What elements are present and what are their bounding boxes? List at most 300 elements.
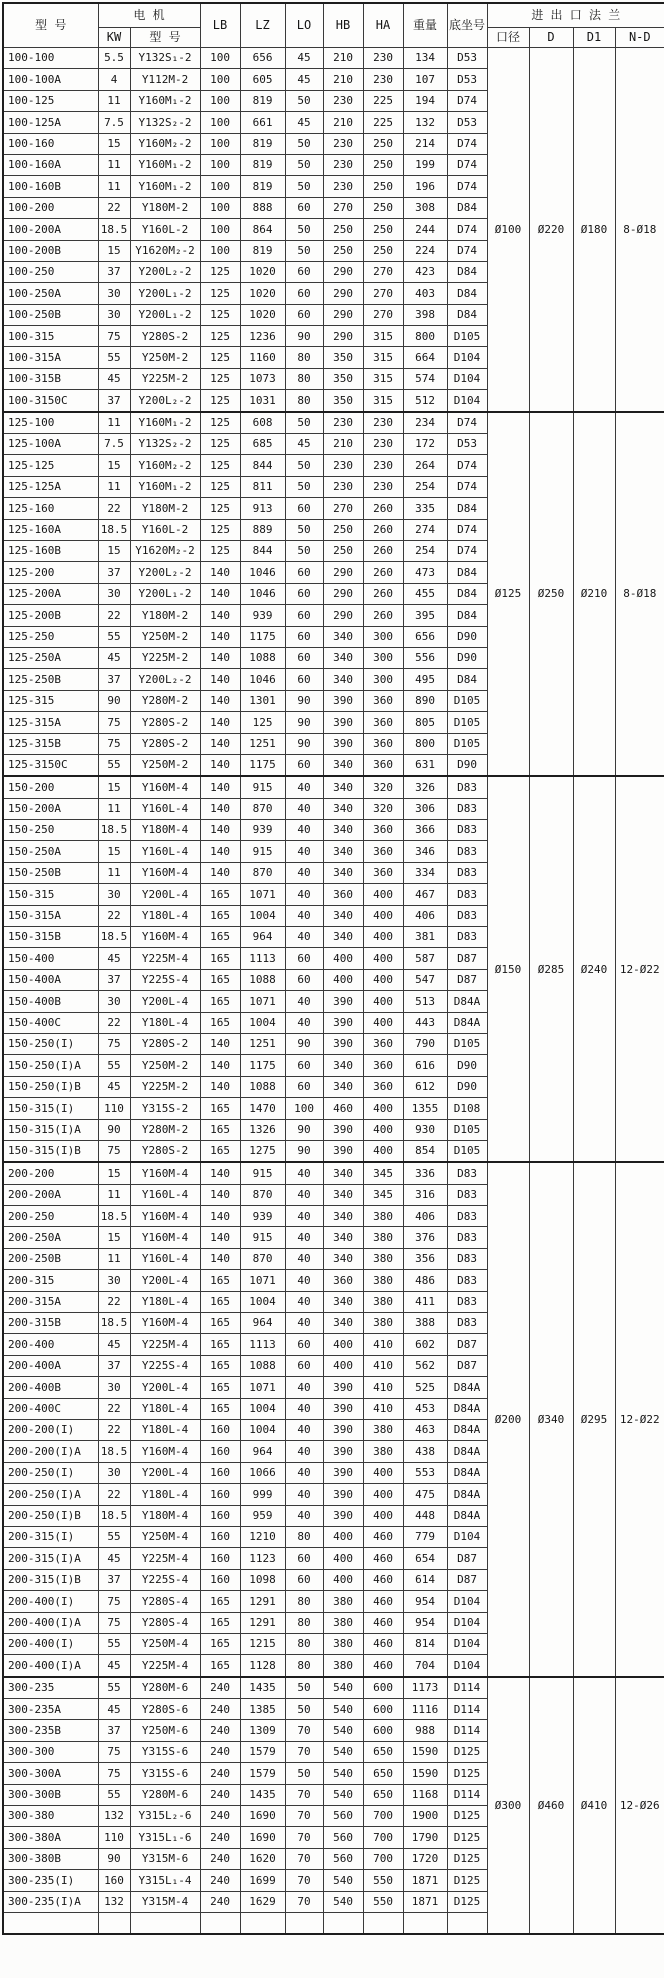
cell-lo: 40 (285, 798, 323, 819)
col-header-kw: KW (98, 28, 130, 48)
cell-lb: 165 (200, 1119, 240, 1140)
cell-lo: 60 (285, 669, 323, 690)
cell-lb: 240 (200, 1806, 240, 1827)
cell-kw: 75 (98, 1033, 130, 1054)
cell-lo: 80 (285, 1612, 323, 1633)
cell-lo: 50 (285, 1677, 323, 1699)
cell-model: 150-400C (3, 1012, 98, 1033)
cell-hb: 340 (323, 1248, 363, 1269)
cell-motor-model: Y280M-6 (130, 1784, 200, 1805)
cell-model: 125-160 (3, 498, 98, 519)
cell-base-no: D105 (447, 712, 487, 733)
cell-kw: 18.5 (98, 927, 130, 948)
cell-lb: 240 (200, 1763, 240, 1784)
cell-weight: 453 (403, 1398, 447, 1419)
cell-kw: 75 (98, 1763, 130, 1784)
cell-hb: 210 (323, 69, 363, 90)
cell-lb: 100 (200, 176, 240, 197)
cell-lz: 1435 (240, 1677, 285, 1699)
cell-base-no: D74 (447, 455, 487, 476)
cell-base-no: D104 (447, 390, 487, 412)
cell-motor-model: Y250M-4 (130, 1633, 200, 1654)
cell-lo: 50 (285, 540, 323, 561)
cell-model (3, 1912, 98, 1934)
cell-base-no: D83 (447, 776, 487, 798)
cell-lb: 140 (200, 1055, 240, 1076)
cell-model: 200-250(I)B (3, 1505, 98, 1526)
cell-lb: 165 (200, 1291, 240, 1312)
cell-model: 150-250A (3, 841, 98, 862)
cell-lz: 1470 (240, 1098, 285, 1119)
cell-lb: 165 (200, 905, 240, 926)
cell-base-no: D104 (447, 1591, 487, 1612)
cell-kw: 132 (98, 1806, 130, 1827)
cell-hb: 210 (323, 112, 363, 133)
cell-lo: 40 (285, 927, 323, 948)
cell-kw: 5.5 (98, 48, 130, 69)
cell-model: 150-400 (3, 948, 98, 969)
cell-model: 125-315A (3, 712, 98, 733)
cell-kw: 11 (98, 798, 130, 819)
col-header-lz: LZ (240, 3, 285, 48)
cell-kw: 45 (98, 1548, 130, 1569)
cell-hb: 460 (323, 1098, 363, 1119)
cell-ha: 460 (363, 1612, 403, 1633)
cell-ha: 360 (363, 841, 403, 862)
cell-base-no: D105 (447, 733, 487, 754)
cell-model: 100-160A (3, 154, 98, 175)
cell-hb: 360 (323, 884, 363, 905)
cell-base-no: D84 (447, 304, 487, 325)
cell-lz: 939 (240, 1206, 285, 1227)
cell-kw: 37 (98, 1720, 130, 1741)
cell-lo: 40 (285, 1398, 323, 1419)
cell-hb: 350 (323, 368, 363, 389)
cell-ha: 380 (363, 1248, 403, 1269)
cell-lb: 165 (200, 1334, 240, 1355)
cell-kw: 132 (98, 1891, 130, 1912)
cell-kw: 18.5 (98, 1313, 130, 1334)
cell-model: 100-125A (3, 112, 98, 133)
cell-lb: 140 (200, 1184, 240, 1205)
cell-hb: 290 (323, 304, 363, 325)
cell-base-no: D125 (447, 1891, 487, 1912)
cell-ha: 380 (363, 1420, 403, 1441)
cell-kw: 11 (98, 90, 130, 111)
cell-kw: 55 (98, 1055, 130, 1076)
cell-lb: 165 (200, 1012, 240, 1033)
cell-lo: 80 (285, 1655, 323, 1677)
cell-base-no: D74 (447, 90, 487, 111)
cell-lo: 50 (285, 133, 323, 154)
cell-model: 150-315 (3, 884, 98, 905)
cell-weight: 132 (403, 112, 447, 133)
table-row (3, 48, 664, 69)
cell-base-no: D84A (447, 1441, 487, 1462)
cell-model: 200-315 (3, 1270, 98, 1291)
cell-lz: 1004 (240, 905, 285, 926)
cell-motor-model: Y280S-2 (130, 326, 200, 347)
cell-lo: 40 (285, 862, 323, 883)
cell-motor-model: Y225S-4 (130, 1355, 200, 1376)
cell-model: 200-250(I) (3, 1462, 98, 1483)
cell-model: 300-380 (3, 1806, 98, 1827)
cell-model: 100-200A (3, 219, 98, 240)
cell-base-no: D84A (447, 1012, 487, 1033)
cell-base-no: D84 (447, 562, 487, 583)
cell-lo: 60 (285, 1569, 323, 1590)
cell-lz: 1291 (240, 1612, 285, 1633)
cell-flange-bore: Ø300 (487, 1677, 529, 1935)
cell-motor-model: Y160M-4 (130, 1206, 200, 1227)
cell-ha: 380 (363, 1441, 403, 1462)
cell-lb: 240 (200, 1891, 240, 1912)
cell-motor-model: Y180L-4 (130, 1012, 200, 1033)
cell-base-no: D105 (447, 326, 487, 347)
cell-ha: 360 (363, 754, 403, 776)
cell-lz: 1004 (240, 1012, 285, 1033)
cell-ha: 225 (363, 112, 403, 133)
cell-lz: 915 (240, 776, 285, 798)
cell-hb: 340 (323, 669, 363, 690)
cell-motor-model: Y180M-2 (130, 197, 200, 218)
cell-ha: 250 (363, 133, 403, 154)
cell-ha: 300 (363, 626, 403, 647)
cell-kw: 55 (98, 1677, 130, 1699)
cell-hb: 390 (323, 991, 363, 1012)
cell-base-no: D84A (447, 991, 487, 1012)
cell-lb: 140 (200, 1076, 240, 1097)
cell-motor-model: Y280S-2 (130, 1140, 200, 1162)
cell-hb: 390 (323, 1505, 363, 1526)
cell-weight: 264 (403, 455, 447, 476)
cell-hb: 230 (323, 133, 363, 154)
cell-lb: 100 (200, 197, 240, 218)
cell-hb: 340 (323, 754, 363, 776)
cell-hb: 230 (323, 455, 363, 476)
cell-model: 100-250B (3, 304, 98, 325)
cell-hb: 340 (323, 798, 363, 819)
cell-lz: 1113 (240, 1334, 285, 1355)
cell-lb: 125 (200, 434, 240, 455)
cell-weight: 308 (403, 197, 447, 218)
cell-lz: 661 (240, 112, 285, 133)
cell-flange-nd: 12-Ø22 (615, 1162, 664, 1676)
cell-lo: 90 (285, 733, 323, 754)
cell-ha: 270 (363, 261, 403, 282)
cell-flange-d: Ø340 (529, 1162, 573, 1676)
cell-base-no: D108 (447, 1098, 487, 1119)
cell-hb: 340 (323, 626, 363, 647)
cell-motor-model: Y132S₂-2 (130, 434, 200, 455)
cell-motor-model: Y315L₁-4 (130, 1870, 200, 1891)
cell-lb: 140 (200, 669, 240, 690)
cell-model: 125-315B (3, 733, 98, 754)
cell-weight: 612 (403, 1076, 447, 1097)
cell-kw: 75 (98, 1741, 130, 1762)
cell-motor-model: Y160M₂-2 (130, 133, 200, 154)
cell-ha: 410 (363, 1398, 403, 1419)
cell-lz: 913 (240, 498, 285, 519)
cell-base-no: D84A (447, 1420, 487, 1441)
cell-lb: 240 (200, 1870, 240, 1891)
cell-model: 100-200B (3, 240, 98, 261)
cell-model: 125-160B (3, 540, 98, 561)
cell-model: 300-235B (3, 1720, 98, 1741)
col-header-ha: HA (363, 3, 403, 48)
cell-kw: 15 (98, 1162, 130, 1184)
cell-base-no: D74 (447, 176, 487, 197)
cell-lz: 1088 (240, 969, 285, 990)
cell-weight: 1116 (403, 1699, 447, 1720)
cell-weight: 406 (403, 905, 447, 926)
cell-lz: 1088 (240, 1355, 285, 1376)
cell-weight: 930 (403, 1119, 447, 1140)
cell-base-no: D105 (447, 1119, 487, 1140)
cell-motor-model: Y315S-6 (130, 1763, 200, 1784)
cell-lo: 60 (285, 1076, 323, 1097)
cell-lo: 40 (285, 1270, 323, 1291)
cell-lz: 1004 (240, 1420, 285, 1441)
cell-lo: 60 (285, 626, 323, 647)
cell-flange-d: Ø220 (529, 48, 573, 412)
cell-lb: 140 (200, 626, 240, 647)
cell-weight: 954 (403, 1612, 447, 1633)
cell-lo: 60 (285, 754, 323, 776)
col-header-base-no: 底坐号 (447, 3, 487, 48)
cell-lz: 1073 (240, 368, 285, 389)
cell-lz: 125 (240, 712, 285, 733)
cell-weight: 356 (403, 1248, 447, 1269)
cell-weight: 486 (403, 1270, 447, 1291)
cell-lo: 90 (285, 690, 323, 711)
cell-kw: 30 (98, 304, 130, 325)
cell-lo: 50 (285, 1699, 323, 1720)
cell-ha: 400 (363, 1505, 403, 1526)
cell-lz: 870 (240, 862, 285, 883)
cell-lo: 40 (285, 1012, 323, 1033)
cell-motor-model: Y180L-4 (130, 1484, 200, 1505)
cell-kw: 75 (98, 1612, 130, 1633)
cell-lz: 870 (240, 798, 285, 819)
cell-weight: 1168 (403, 1784, 447, 1805)
cell-hb: 390 (323, 1398, 363, 1419)
cell-ha: 400 (363, 1462, 403, 1483)
cell-base-no: D74 (447, 219, 487, 240)
cell-hb: 540 (323, 1741, 363, 1762)
cell-model: 150-315(I)A (3, 1119, 98, 1140)
cell-lo: 60 (285, 1548, 323, 1569)
cell-lb: 140 (200, 1206, 240, 1227)
cell-model: 150-200A (3, 798, 98, 819)
cell-ha: 230 (363, 412, 403, 434)
cell-base-no: D53 (447, 69, 487, 90)
cell-base-no: D104 (447, 347, 487, 368)
cell-lz: 1160 (240, 347, 285, 368)
cell-motor-model: Y225M-4 (130, 1548, 200, 1569)
cell-model: 150-250B (3, 862, 98, 883)
cell-lb: 160 (200, 1548, 240, 1569)
cell-ha: 400 (363, 1119, 403, 1140)
cell-ha: 260 (363, 583, 403, 604)
cell-lo: 40 (285, 820, 323, 841)
cell-motor-model: Y160M₁-2 (130, 412, 200, 434)
cell-motor-model: Y160M₂-2 (130, 455, 200, 476)
cell-ha: 315 (363, 368, 403, 389)
cell-kw: 18.5 (98, 519, 130, 540)
table-row (3, 412, 664, 434)
table-header (3, 3, 664, 48)
cell-ha: 250 (363, 219, 403, 240)
cell-lb (200, 1912, 240, 1934)
cell-weight: 704 (403, 1655, 447, 1677)
cell-model: 300-380A (3, 1827, 98, 1848)
cell-base-no: D125 (447, 1827, 487, 1848)
cell-lb: 125 (200, 455, 240, 476)
cell-ha: 250 (363, 197, 403, 218)
cell-kw: 45 (98, 647, 130, 668)
cell-lz: 819 (240, 90, 285, 111)
cell-hb: 340 (323, 1184, 363, 1205)
cell-weight: 467 (403, 884, 447, 905)
cell-motor-model: Y160M-4 (130, 862, 200, 883)
cell-lo: 60 (285, 304, 323, 325)
cell-flange-nd: 8-Ø18 (615, 48, 664, 412)
cell-motor-model: Y250M-2 (130, 1055, 200, 1076)
cell-ha: 460 (363, 1591, 403, 1612)
cell-lb: 100 (200, 112, 240, 133)
cell-base-no: D125 (447, 1870, 487, 1891)
cell-lo: 50 (285, 154, 323, 175)
cell-lo: 90 (285, 712, 323, 733)
cell-base-no: D125 (447, 1806, 487, 1827)
cell-lo: 70 (285, 1806, 323, 1827)
cell-lb: 165 (200, 1377, 240, 1398)
cell-lo: 45 (285, 112, 323, 133)
cell-lo: 60 (285, 969, 323, 990)
cell-lz: 819 (240, 176, 285, 197)
cell-hb: 340 (323, 1162, 363, 1184)
cell-kw: 90 (98, 1848, 130, 1869)
cell-kw: 18.5 (98, 820, 130, 841)
cell-model: 300-235A (3, 1699, 98, 1720)
cell-lz: 889 (240, 519, 285, 540)
cell-weight: 411 (403, 1291, 447, 1312)
cell-motor-model: Y160M₁-2 (130, 476, 200, 497)
cell-flange-d1: Ø210 (573, 412, 615, 777)
cell-ha (363, 1912, 403, 1934)
col-header-flange-group: 进 出 口 法 兰 (487, 3, 664, 28)
cell-kw: 7.5 (98, 112, 130, 133)
cell-kw: 30 (98, 283, 130, 304)
cell-kw: 160 (98, 1870, 130, 1891)
cell-lb: 125 (200, 498, 240, 519)
cell-lz: 1020 (240, 304, 285, 325)
cell-weight: 463 (403, 1420, 447, 1441)
cell-model: 200-250 (3, 1206, 98, 1227)
cell-ha: 700 (363, 1806, 403, 1827)
cell-base-no: D53 (447, 112, 487, 133)
cell-base-no: D104 (447, 1633, 487, 1654)
cell-lb: 125 (200, 261, 240, 282)
cell-weight: 1790 (403, 1827, 447, 1848)
cell-base-no: D53 (447, 48, 487, 69)
cell-kw: 30 (98, 1462, 130, 1483)
cell-hb: 390 (323, 1119, 363, 1140)
cell-lo: 60 (285, 948, 323, 969)
cell-lo: 70 (285, 1741, 323, 1762)
cell-kw: 11 (98, 154, 130, 175)
cell-lb: 140 (200, 605, 240, 626)
cell-lz: 870 (240, 1248, 285, 1269)
cell-kw: 37 (98, 969, 130, 990)
cell-model: 200-400(I)A (3, 1655, 98, 1677)
cell-kw: 18.5 (98, 1206, 130, 1227)
cell-model: 200-250(I)A (3, 1484, 98, 1505)
cell-base-no: D104 (447, 1526, 487, 1547)
cell-motor-model: Y200L₂-2 (130, 261, 200, 282)
cell-kw: 15 (98, 240, 130, 261)
cell-base-no: D104 (447, 368, 487, 389)
cell-lo (285, 1912, 323, 1934)
cell-lo: 60 (285, 197, 323, 218)
cell-lo: 70 (285, 1784, 323, 1805)
cell-lz: 915 (240, 1227, 285, 1248)
col-header-lb: LB (200, 3, 240, 48)
cell-motor-model: Y160M-4 (130, 927, 200, 948)
col-header-hb: HB (323, 3, 363, 48)
cell-base-no: D125 (447, 1763, 487, 1784)
cell-ha: 360 (363, 1055, 403, 1076)
cell-ha: 360 (363, 733, 403, 754)
cell-ha: 360 (363, 820, 403, 841)
cell-hb: 340 (323, 1291, 363, 1312)
cell-weight: 475 (403, 1484, 447, 1505)
cell-lo: 50 (285, 90, 323, 111)
cell-hb: 340 (323, 1055, 363, 1076)
cell-ha: 260 (363, 519, 403, 540)
cell-lb: 140 (200, 562, 240, 583)
cell-hb: 230 (323, 90, 363, 111)
cell-weight: 512 (403, 390, 447, 412)
table-row (3, 1162, 664, 1184)
cell-weight: 214 (403, 133, 447, 154)
cell-ha: 600 (363, 1720, 403, 1741)
cell-base-no: D90 (447, 626, 487, 647)
cell-kw: 45 (98, 368, 130, 389)
cell-lo: 60 (285, 562, 323, 583)
cell-base-no: D83 (447, 1291, 487, 1312)
cell-lb: 160 (200, 1505, 240, 1526)
cell-motor-model: Y250M-2 (130, 347, 200, 368)
cell-motor-model: Y280S-4 (130, 1612, 200, 1633)
cell-model: 100-250 (3, 261, 98, 282)
cell-lz: 864 (240, 219, 285, 240)
cell-motor-model: Y160M₁-2 (130, 176, 200, 197)
cell-motor-model: Y200L-4 (130, 991, 200, 1012)
cell-model: 150-250(I)B (3, 1076, 98, 1097)
cell-kw: 15 (98, 1227, 130, 1248)
cell-base-no: D87 (447, 1334, 487, 1355)
cell-model: 125-250 (3, 626, 98, 647)
cell-kw: 22 (98, 905, 130, 926)
cell-lb: 100 (200, 133, 240, 154)
cell-weight: 234 (403, 412, 447, 434)
cell-ha: 360 (363, 712, 403, 733)
cell-model: 100-200 (3, 197, 98, 218)
cell-ha: 380 (363, 1227, 403, 1248)
cell-model: 100-315 (3, 326, 98, 347)
